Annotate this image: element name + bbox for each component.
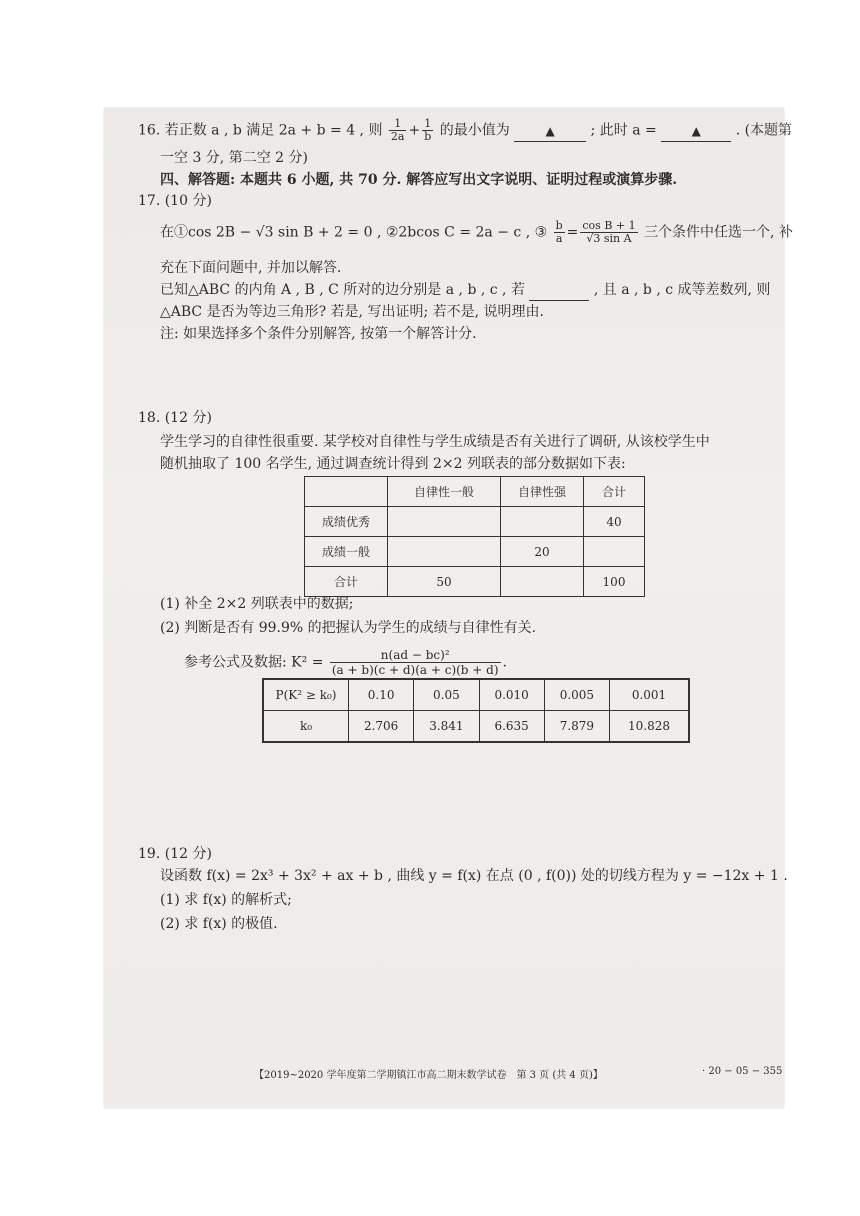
table-cell: 自律性强 [501, 477, 584, 507]
q19-line1: 设函数 f(x) = 2x³ + 3x² + ax + b , 曲线 y = f(x) 在点 (0 , f(0)) 处的切线方程为 y = −12x + 1 . [160, 868, 788, 884]
table-cell: 成绩一般 [305, 537, 388, 567]
frac-denominator: √3 sin A [586, 232, 632, 245]
plus-sign: + [408, 122, 421, 139]
table-cell: 0.10 [349, 679, 414, 711]
q16-fraction-2 [422, 118, 433, 143]
q19-header: 19. (12 分) [138, 846, 212, 862]
q17-line3-text-a: 已知△ABC 的内角 A , B , C 所对的边分别是 a , b , c , 若 [160, 282, 525, 298]
k-squared-fraction [330, 648, 501, 677]
q16-text-c: ; 此时 a = [590, 122, 657, 139]
q19-sub1: (1) 求 f(x) 的解析式; [160, 892, 292, 908]
frac-denominator: a [555, 232, 563, 245]
table-cell: 0.005 [544, 679, 609, 711]
answer-blank-1[interactable] [514, 121, 586, 142]
table-cell: 2.706 [349, 711, 414, 743]
q18-sub2: (2) 判断是否有 99.9% 的把握认为学生的成绩与自律性有关. [160, 620, 537, 636]
table-cell: 成绩优秀 [305, 507, 388, 537]
frac-numerator: 1 [389, 118, 407, 131]
q17-fraction-cos [580, 220, 637, 245]
document-code: · 20 − 05 − 355 [702, 1066, 783, 1077]
table-row [263, 711, 689, 743]
q17-conditions [160, 220, 793, 245]
table-cell: 10.828 [610, 711, 690, 743]
table-cell: 50 [388, 567, 501, 597]
q17-line2: 充在下面问题中, 并加以解答. [160, 260, 342, 276]
triangle-marker-icon: ▲ [691, 123, 701, 138]
q18-line1: 学生学习的自律性很重要. 某学校对自律性与学生成绩是否有关进行了调研, 从该校学生中 [160, 434, 710, 450]
q19-sub2: (2) 求 f(x) 的极值. [160, 916, 278, 932]
q16-fraction-1 [389, 118, 407, 143]
equals-sign: = [566, 224, 579, 241]
reference-formula [184, 648, 507, 677]
q17-line3-text-b: , 且 a , b , c 成等差数列, 则 [593, 282, 771, 298]
q17-cond-text-b: 三个条件中任选一个, 补 [644, 224, 793, 241]
frac-denominator: (a + b)(c + d)(a + c)(b + d) [331, 663, 499, 677]
frac-numerator: b [555, 219, 563, 232]
q17-fraction-ba [554, 220, 565, 245]
table-cell [584, 537, 645, 567]
exam-page [104, 108, 793, 1108]
table-cell [388, 507, 501, 537]
table-cell: k₀ [263, 711, 349, 743]
frac-denominator: b [424, 130, 432, 143]
q16-text-a: 16. 若正数 a , b 满足 2a + b = 4 , 则 [138, 122, 383, 139]
q16-line2: 一空 3 分, 第二空 2 分) [160, 150, 308, 166]
table-cell [388, 537, 501, 567]
q17-cond-text: 在①cos 2B − √3 sin B + 2 = 0 , ②2bcos C = 2a − c , ③ [160, 224, 548, 241]
table-cell: 自律性一般 [388, 477, 501, 507]
table-cell: P(K² ≥ k₀) [263, 679, 349, 711]
table-cell: 3.841 [414, 711, 479, 743]
q17-line3 [160, 280, 770, 301]
table-row [305, 567, 645, 597]
table-cell: 合计 [305, 567, 388, 597]
table-cell: 合计 [584, 477, 645, 507]
q16-text-b: 的最小值为 [439, 122, 510, 139]
table-cell: 40 [584, 507, 645, 537]
table-cell: 0.001 [610, 679, 690, 711]
table-row [305, 507, 645, 537]
table-row [263, 679, 689, 711]
formula-label: 参考公式及数据: K² = [184, 654, 324, 671]
q17-header: 17. (10 分) [138, 193, 212, 209]
table-cell: 0.05 [414, 679, 479, 711]
page-footer: 【2019~2020 学年度第二学期镇江市高二期末数学试卷 第 3 页 (共 4 页)】 [254, 1070, 603, 1081]
table-cell: 6.635 [479, 711, 544, 743]
answer-blank-2[interactable] [661, 121, 731, 142]
table-cell: 7.879 [544, 711, 609, 743]
condition-blank[interactable] [529, 280, 589, 301]
q16-line1 [138, 118, 792, 143]
q16-text-d: . (本题第 [735, 122, 793, 139]
table-header-row [305, 477, 645, 507]
frac-numerator: n(ad − bc)² [330, 648, 501, 663]
frac-numerator: cos B + 1 [582, 219, 636, 232]
formula-period: . [502, 654, 507, 671]
table-cell [501, 567, 584, 597]
table-cell: 0.010 [479, 679, 544, 711]
triangle-marker-icon: ▲ [545, 123, 555, 138]
q18-header: 18. (12 分) [138, 410, 212, 426]
frac-denominator: 2a [390, 130, 405, 143]
table-cell [501, 507, 584, 537]
table-cell: 100 [584, 567, 645, 597]
contingency-table [304, 476, 645, 597]
q17-line4: △ABC 是否为等边三角形? 若是, 写出证明; 若不是, 说明理由. [160, 304, 544, 320]
table-cell: 20 [501, 537, 584, 567]
critical-value-table [262, 678, 690, 743]
frac-numerator: 1 [422, 118, 433, 131]
q17-note: 注: 如果选择多个条件分别解答, 按第一个解答计分. [160, 326, 477, 342]
q18-line2: 随机抽取了 100 名学生, 通过调查统计得到 2×2 列联表的部分数据如下表: [160, 456, 626, 472]
section-heading: 四、解答题: 本题共 6 小题, 共 70 分. 解答应写出文字说明、证明过程或演算步骤. [160, 172, 678, 188]
table-row [305, 537, 645, 567]
q18-sub1: (1) 补全 2×2 列联表中的数据; [160, 596, 354, 612]
table-cell [305, 477, 388, 507]
